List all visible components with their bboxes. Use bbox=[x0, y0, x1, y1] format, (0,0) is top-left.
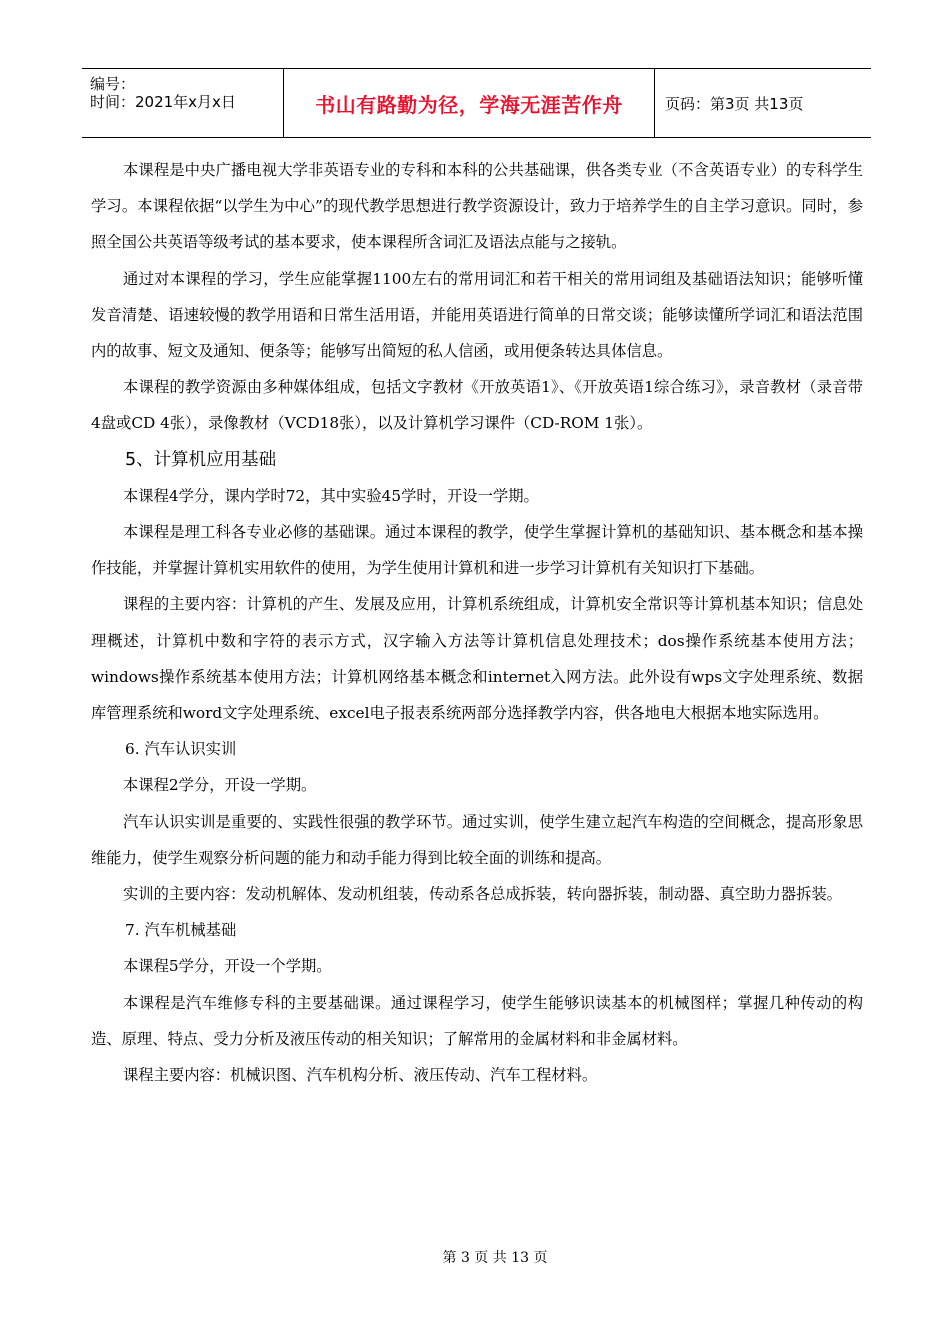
document-date: 时间：2021年x月x日 bbox=[90, 93, 236, 111]
paragraph: 本课程是理工科各专业必修的基础课。通过本课程的教学，使学生掌握计算机的基础知识、基本概念和基本操作技能，并掌握计算机实用软件的使用，为学生使用计算机和进一步学习计算机有关知识打下基础。 bbox=[91, 523, 863, 578]
paragraph: 通过对本课程的学习，学生应能掌握1100左右的常用词汇和若干相关的常用词组及基础语法知识；能够听懂发音清楚、语速较慢的教学用语和日常生活用语，并能用英语进行简单的日常交谈；能够读懂所学词汇和语法范围内的故事、短文及通知、便条等；能够写出简短的私人信函，或用便条转达具体信息。 bbox=[91, 269, 863, 361]
paragraph: 本课程2学分，开设一学期。 bbox=[123, 776, 317, 795]
paragraph: 本课程5学分，开设一个学期。 bbox=[123, 957, 332, 976]
header-page-info: 页码：第3页 共13页 bbox=[665, 94, 804, 113]
section-heading: 6. 汽车认识实训 bbox=[125, 740, 237, 759]
paragraph: 实训的主要内容：发动机解体、发动机组装，传动系各总成拆装，转向器拆装，制动器、真空助力器拆装。 bbox=[123, 885, 842, 904]
paragraph: 课程主要内容：机械识图、汽车机构分析、液压传动、汽车工程材料。 bbox=[123, 1066, 598, 1085]
paragraph: 汽车认识实训是重要的、实践性很强的教学环节。通过实训，使学生建立起汽车构造的空间概念，提高形象思维能力，使学生观察分析问题的能力和动手能力得到比较全面的训练和提高。 bbox=[91, 812, 863, 867]
paragraph: 课程的主要内容：计算机的产生、发展及应用，计算机系统组成，计算机安全常识等计算机基本知识；信息处理概述，计算机中数和字符的表示方式，汉字输入方法等计算机信息处理技术；dos操作系统基本使用方法；windows操作系统基本使用方法；计算机网络基本概念和internet入网方法。此外设有wps文字处理系统、数据库管理系统和word文字处理系统、excel电子报表系统两部分选择教学内容，供各地电大根据本地实际选用。 bbox=[91, 595, 863, 723]
header-motto: 书山有路勤为径，学海无涯苦作舟 bbox=[315, 92, 623, 117]
paragraph: 本课程4学分，课内学时72，其中实验45学时，开设一学期。 bbox=[123, 486, 539, 505]
document-number-label: 编号： bbox=[90, 75, 136, 93]
page-footer: 第 3 页 共 13 页 bbox=[442, 1250, 548, 1266]
header-page-cell bbox=[655, 69, 871, 137]
section-heading: 7. 汽车机械基础 bbox=[125, 921, 237, 940]
section-heading: 5、计算机应用基础 bbox=[125, 449, 277, 470]
header-meta-cell bbox=[82, 69, 284, 137]
document-body bbox=[91, 152, 863, 1093]
header-motto-cell bbox=[284, 69, 655, 137]
page-header bbox=[82, 68, 871, 138]
paragraph: 本课程的教学资源由多种媒体组成，包括文字教材《开放英语1》、《开放英语1综合练习》，录音教材（录音带4盘或CD 4张），录像教材（VCD18张），以及计算机学习课件（CD-ROM 1张）。 bbox=[91, 378, 863, 433]
paragraph: 本课程是汽车维修专科的主要基础课。通过课程学习，使学生能够识读基本的机械图样；掌握几种传动的构造、原理、特点、受力分析及液压传动的相关知识；了解常用的金属材料和非金属材料。 bbox=[91, 993, 863, 1048]
paragraph: 本课程是中央广播电视大学非英语专业的专科和本科的公共基础课，供各类专业（不含英语专业）的专科学生学习。本课程依据“以学生为中心”的现代教学思想进行教学资源设计，致力于培养学生的自主学习意识。同时，参照全国公共英语等级考试的基本要求，使本课程所含词汇及语法点能与之接轨。 bbox=[91, 161, 863, 252]
